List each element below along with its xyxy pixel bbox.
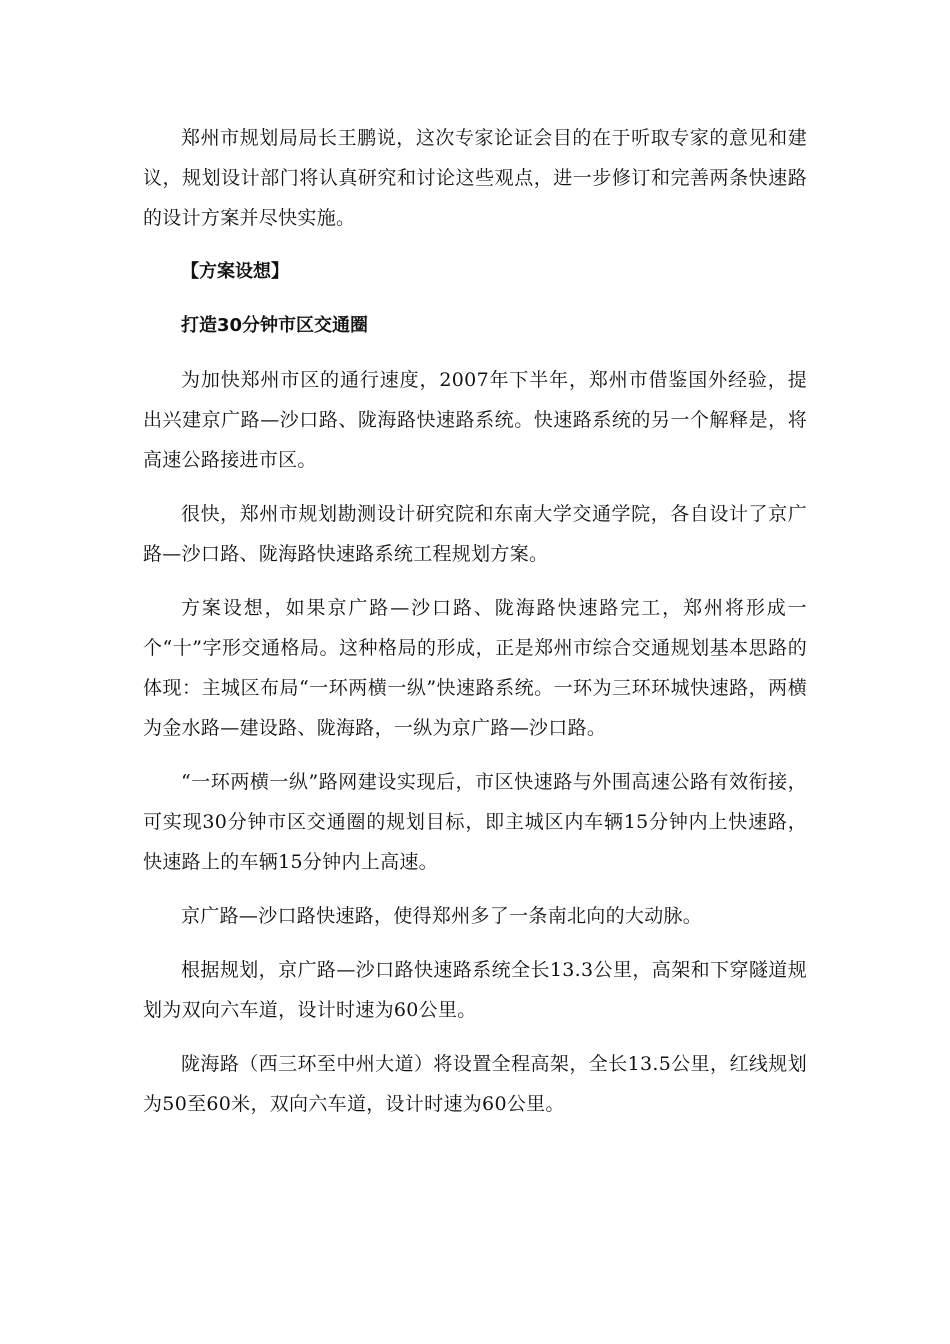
paragraph-official-statement: 郑州市规划局局长王鹏说，这次专家论证会目的在于听取专家的意见和建议，规划设计部门将认真研究和讨论这些观点，进一步修订和完善两条快速路的设计方案并尽快实施。 bbox=[143, 127, 807, 229]
paragraph-north-south-artery: 京广路—沙口路快速路，使得郑州多了一条南北向的大动脉。 bbox=[181, 905, 703, 927]
paragraph-longhai-spec: 陇海路（西三环至中州大道）将设置全程高架，全长13.5公里，红线规划为50至60米，双向六车道，设计时速为60公里。 bbox=[143, 1053, 807, 1115]
subheading-30-minute-circle: 打造30分钟市区交通圈 bbox=[181, 315, 369, 336]
paragraph-design-institutes: 很快，郑州市规划勘测设计研究院和东南大学交通学院，各自设计了京广路—沙口路、陇海路快速路系统工程规划方案。 bbox=[143, 503, 807, 565]
section-heading-plan: 【方案设想】 bbox=[181, 261, 289, 282]
paragraph-cross-layout: 方案设想，如果京广路—沙口路、陇海路快速路完工，郑州将形成一个“十”字形交通格局。这种格局的形成，正是郑州市综合交通规划基本思路的体现：主城区布局“一环两横一纵”快速路系统。一环为三环环城快速路，两横为金水路—建设路、陇海路，一纵为京广路—沙口路。 bbox=[143, 597, 807, 739]
paragraph-jingguang-spec: 根据规划，京广路—沙口路快速路系统全长13.3公里，高架和下穿隧道规划为双向六车道，设计时速为60公里。 bbox=[143, 959, 807, 1021]
document-body bbox=[143, 118, 807, 1138]
paragraph-background: 为加快郑州市区的通行速度，2007年下半年，郑州市借鉴国外经验，提出兴建京广路—沙口路、陇海路快速路系统。快速路系统的另一个解释是，将高速公路接进市区。 bbox=[143, 369, 807, 471]
paragraph-network-goal: “一环两横一纵”路网建设实现后，市区快速路与外围高速公路有效衔接，可实现30分钟市区交通圈的规划目标，即主城区内车辆15分钟内上快速路，快速路上的车辆15分钟内上高速。 bbox=[143, 771, 807, 873]
